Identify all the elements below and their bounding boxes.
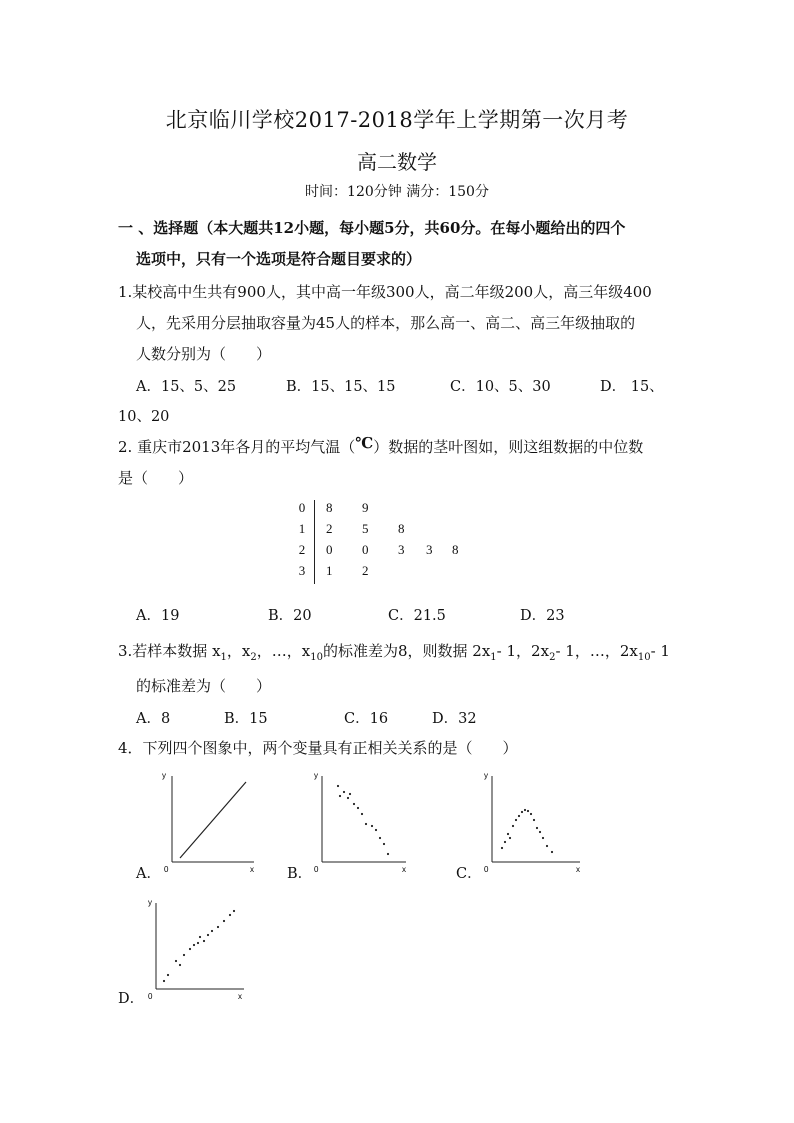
graph-c [480,768,584,874]
scatter-points [337,785,389,855]
leaf-value: 5 [362,521,369,536]
stem-divider [314,500,315,584]
q3-option-c: C．16 [344,711,389,727]
subscript: 1 [220,652,227,663]
q3-option-a: A．8 [136,711,171,727]
q2-option-d: D．23 [520,608,565,624]
scatter-point [337,785,339,787]
scatter-point [211,930,213,932]
scatter-point [509,837,511,839]
q1-option-a: A．15、5、25 [136,379,237,395]
scatter-point [197,942,199,944]
leaf-value: 3 [426,542,433,557]
origin-label: 0 [164,865,169,874]
y-axis-label: y [484,771,488,780]
scatter-point [530,813,532,815]
x-axis-label: x [402,865,406,874]
q1-option-d: D． 15、 [600,379,664,395]
origin-label: 0 [484,865,489,874]
q2-line1 [118,436,643,457]
leaf-value: 8 [398,521,405,536]
scatter-point [353,803,355,805]
scatter-points [501,809,553,853]
y-axis-label: y [162,771,166,780]
leaf-value: 2 [362,563,369,578]
scatter-point [179,964,181,966]
scatter-point [347,797,349,799]
trend-line [180,782,246,858]
subscript: 10 [310,652,323,663]
leaf-value: 0 [362,542,369,557]
q3-text: 3.若样本数据 x [118,642,221,660]
scatter-point [175,960,177,962]
scatter-point [217,926,219,928]
graph-a [158,768,258,874]
section-heading-line1: 一 、选择题（本大题共12小题，每小题5分，共60分。在每小题给出的四个 [118,219,626,237]
q3-text: - 1 [650,642,670,660]
scatter-point [199,936,201,938]
scatter-point [223,920,225,922]
graph-b [310,768,410,874]
stem-value: 3 [298,563,306,578]
q3-option-d: D．32 [432,711,477,727]
y-axis-label: y [314,771,318,780]
q2-option-c: C．21.5 [388,608,446,624]
q2-line1-a: 2. 重庆市2013年各月的平均气温（ [118,438,356,456]
scatter-point [203,940,205,942]
scatter-point [233,910,235,912]
subscript: 2 [549,652,556,663]
q3-text: ，x [226,642,251,660]
origin-label: 0 [314,865,319,874]
scatter-point [546,845,548,847]
scatter-point [383,843,385,845]
leaf-value: 1 [326,563,333,578]
graph-d [142,893,248,1001]
q2-line2: 是（ ） [118,469,194,487]
stem-value: 1 [298,521,306,536]
subscript: 10 [637,652,651,663]
scatter-point [357,807,359,809]
q3-line2: 的标准差为（ ） [136,677,272,695]
leaf-value: 8 [326,500,333,515]
scatter-point [515,819,517,821]
scatter-point [512,825,514,827]
scatter-point [365,823,367,825]
q3-option-b: B．15 [224,711,268,727]
scatter-point [542,837,544,839]
scatter-point [167,974,169,976]
q1-line2: 人，先采用分层抽取容量为45人的样本，那么高一、高二、高三年级抽取的 [136,314,636,332]
q3-text: ，…，x [256,642,311,660]
scatter-point [387,853,389,855]
exam-title: 北京临川学校2017-2018学年上学期第一次月考 [165,108,629,132]
q2-option-b: B．20 [268,608,312,624]
scatter-point [539,831,541,833]
scatter-point [518,815,520,817]
leaf-value: 9 [362,500,369,515]
scatter-point [379,837,381,839]
q4-label-b: B． [287,866,313,882]
scatter-point [524,809,526,811]
scatter-point [193,944,195,946]
scatter-point [375,829,377,831]
scatter-point [349,793,351,795]
scatter-point [501,847,503,849]
scatter-point [163,980,165,982]
stem-value: 2 [298,542,306,557]
q3-text: 的标准差为8，则数据 2x [322,642,491,660]
leaf-value: 0 [326,542,333,557]
scatter-point [361,813,363,815]
q1-line1: 1.某校高中生共有900人，其中高一年级300人，高二年级200人，高三年级400 [118,283,652,301]
scatter-point [536,827,538,829]
q1-line3: 人数分别为（ ） [136,345,272,363]
y-axis-label: y [148,898,152,907]
q4-label-c: C． [456,866,482,882]
x-axis-label: x [576,865,580,874]
scatter-point [551,851,553,853]
q3-text: - 1，…，2x [555,642,638,660]
scatter-point [343,791,345,793]
scatter-point [504,841,506,843]
x-axis-label: x [250,865,254,874]
exam-subtitle: 高二数学 [357,150,437,174]
q1-option-d-cont: 10、20 [118,409,170,425]
q1-option-b: B．15、15、15 [286,379,396,395]
q4-label-d: D． [118,991,145,1007]
origin-label: 0 [148,992,153,1001]
scatter-point [183,954,185,956]
q3-line1 [118,640,670,663]
exam-meta: 时间：120分钟 满分：150分 [305,184,489,200]
q2-line1-b: ）数据的茎叶图如，则这组数据的中位数 [373,438,644,456]
subscript: 2 [250,652,257,663]
scatter-point [371,825,373,827]
celsius-unit: ℃ [355,434,374,452]
section-heading-line2: 选项中，只有一个选项是符合题目要求的） [136,250,422,268]
scatter-point [207,934,209,936]
scatter-point [521,811,523,813]
q3-text: - 1，2x [496,642,550,660]
q4-label-a: A． [136,866,161,882]
leaf-value: 8 [452,542,459,557]
scatter-point [189,948,191,950]
q1-option-c: C．10、5、30 [450,379,551,395]
q2-option-a: A．19 [136,608,180,624]
subscript: 1 [490,652,497,663]
stem-value: 0 [298,500,306,515]
x-axis-label: x [238,992,242,1001]
scatter-point [339,795,341,797]
scatter-point [229,914,231,916]
scatter-point [533,819,535,821]
scatter-point [507,833,509,835]
scatter-point [527,810,529,812]
leaf-value: 2 [326,521,333,536]
q4-line1: 4．下列四个图象中，两个变量具有正相关关系的是（ ） [118,739,518,757]
leaf-value: 3 [398,542,405,557]
scatter-points [163,910,235,982]
